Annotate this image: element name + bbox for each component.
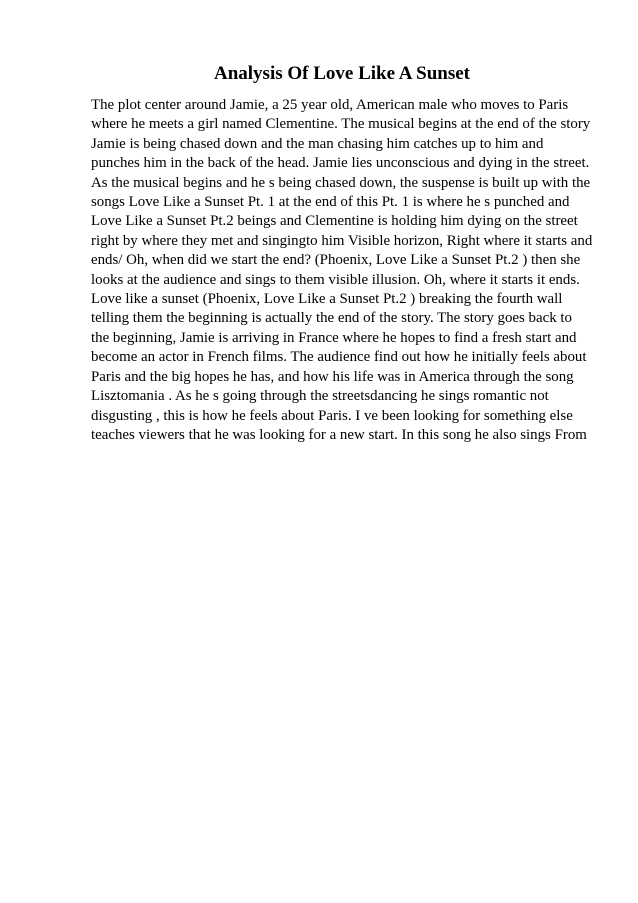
text-line: Love Like a Sunset Pt.2 beings and Clementine is holding him dying on the street (91, 213, 578, 230)
text-line: looks at the audience and sings to them visible illusion. Oh, where it starts it ends. (91, 271, 580, 288)
text-line: Paris and the big hopes he has, and how his life was in America through the song (91, 368, 574, 385)
text-line: telling them the beginning is actually the end of the story. The story goes back to (91, 310, 572, 327)
body-paragraph (91, 96, 601, 445)
text-line: Love like a sunset (Phoenix, Love Like a Sunset Pt.2 ) breaking the fourth wall (91, 291, 563, 308)
text-line: right by where they met and singingto him Visible horizon, Right where it starts and (91, 232, 593, 249)
text-line: where he meets a girl named Clementine. The musical begins at the end of the story (91, 116, 591, 133)
text-line: become an actor in French films. The audience find out how he initially feels about (91, 349, 587, 366)
text-line: the beginning, Jamie is arriving in France where he hopes to find a fresh start and (91, 329, 577, 346)
text-line: ends/ Oh, when did we start the end? (Phoenix, Love Like a Sunset Pt.2 ) then she (91, 252, 581, 269)
text-line: punches him in the back of the head. Jamie lies unconscious and dying in the street. (91, 155, 590, 172)
document-title: Analysis Of Love Like A Sunset (213, 63, 471, 84)
text-line: As the musical begins and he s being chased down, the suspense is built up with the (91, 174, 591, 191)
text-line: songs Love Like a Sunset Pt. 1 at the end of this Pt. 1 is where he s punched and (91, 194, 570, 211)
text-line: The plot center around Jamie, a 25 year old, American male who moves to Paris (91, 97, 569, 113)
text-line: Jamie is being chased down and the man chasing him catches up to him and (91, 135, 544, 152)
text-line: disgusting , this is how he feels about Paris. I ve been looking for something else (91, 407, 573, 424)
text-line: Lisztomania . As he s going through the streetsdancing he sings romantic not (91, 388, 549, 405)
text-line: teaches viewers that he was looking for a new start. In this song he also sings From (91, 426, 587, 443)
